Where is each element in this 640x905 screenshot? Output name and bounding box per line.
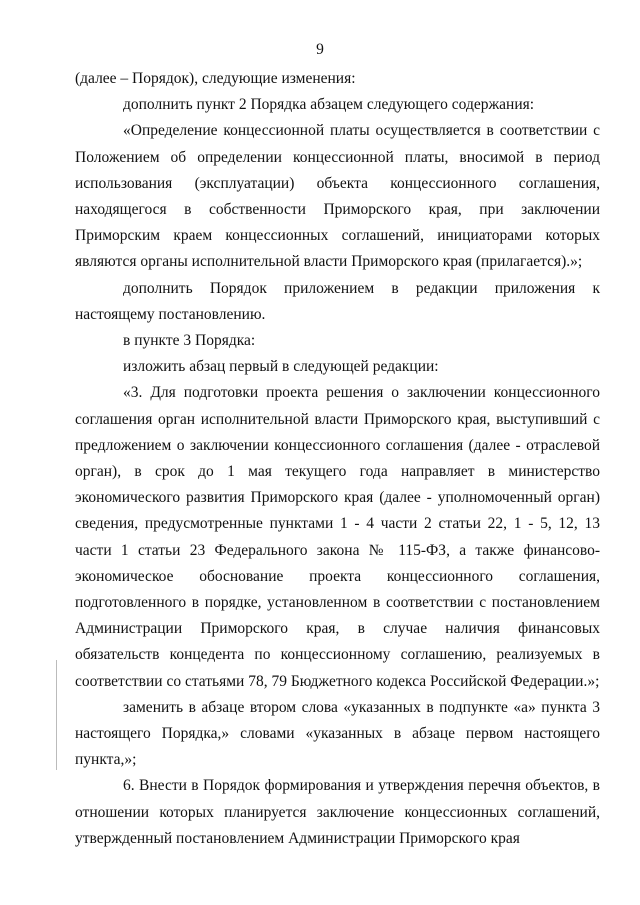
paragraph-first-clause: изложить абзац первый в следующей редакции: (123, 358, 439, 376)
paragraph-point-6: 6. Внести в Порядок формирования и утверждения перечня объектов, в отношении которых планируется заключение концессионных соглашений, утвержденный постановлением Администрации Приморского края (75, 777, 600, 847)
paragraph-replace-words: заменить в абзаце втором слова «указанных в подпункте «а» пункта 3 настоящего Порядка,» словами «указанных в абзаце первом настоящего пункта,»; (75, 698, 600, 769)
page-number: 9 (316, 41, 324, 58)
paragraph-add-appendix: дополнить Порядок приложением в редакции приложения к настоящему постановлению. (75, 279, 600, 323)
paragraph-quoted-point-3: «3. Для подготовки проекта решения о заключении концессионного соглашения орган исполнительной власти Приморского края, выступивший с предложением о заключении концессионного соглашения (далее - отраслевой орган), в срок до 1 мая текущего года направляет в министерство экономического развития Приморского края (далее - уполномоченный орган) сведения, предусмотренные пунктами 1 - 4 части 2 статьи 22, 1 - 5, 12, 13 части 1 статьи 23 Федерального закона № 115-ФЗ, а также финансово-экономическое обоснование проекта концессионного соглашения, подготовленного в порядке, установленном в соответствии с постановлением Администрации Приморского края, в случае наличия финансовых обязательств концедента по концессионному соглашению, реализуемых в соответствии со статьями 78, 79 Бюджетного кодекса Российской Федерации.»; (75, 384, 600, 690)
document-body (75, 66, 600, 852)
scan-margin-line (56, 660, 57, 770)
paragraph-add-point-2: дополнить пункт 2 Порядка абзацем следующего содержания: (123, 96, 535, 114)
paragraph-continuation: (далее – Порядок), следующие изменения: (75, 70, 356, 87)
paragraph-quoted-concession-fee: «Определение концессионной платы осуществляется в соответствии с Положением об определении концессионной платы, вносимой в период использования (эксплуатации) объекта концессионного соглашения, находящегося в собственности Приморского края, при заключении Приморским краем концессионных соглашений, инициаторами которых являются органы исполнительной власти Приморского края (прилагается).»; (75, 122, 600, 271)
paragraph-point-3: в пункте 3 Порядка: (123, 332, 256, 350)
